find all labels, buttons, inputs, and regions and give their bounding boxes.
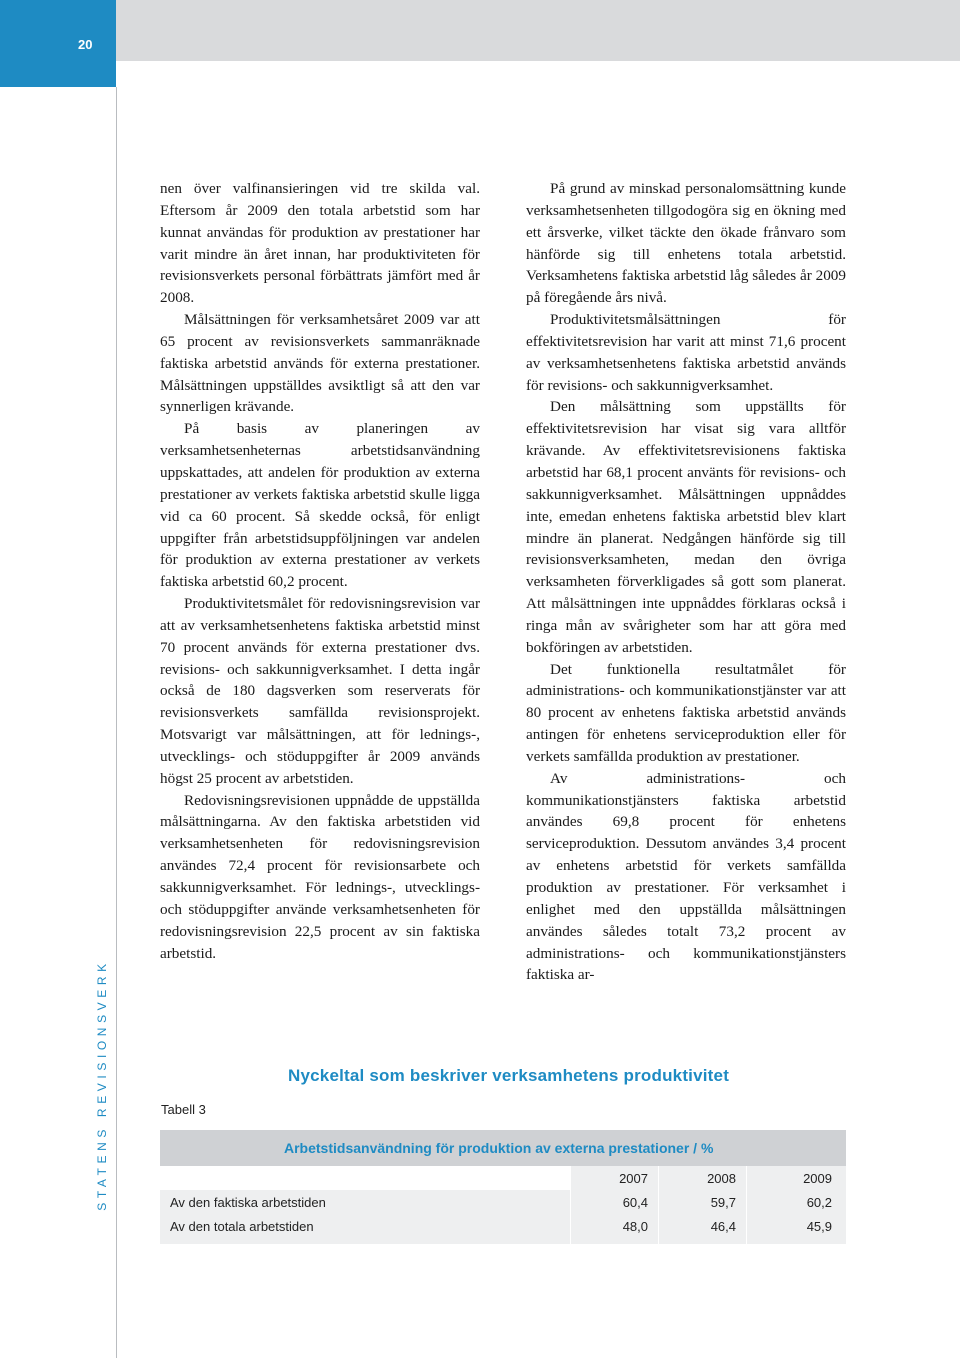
cell-value: 48,0 (622, 1219, 648, 1234)
table-body (160, 1166, 846, 1244)
header-spacer (160, 1166, 570, 1190)
left-column (160, 178, 480, 964)
data-table (160, 1130, 846, 1244)
page-number: 20 (78, 37, 93, 52)
column-divider (658, 1166, 659, 1244)
sidebar-divider (116, 87, 117, 1358)
year-header: 2009 (803, 1171, 832, 1186)
table-row (160, 1190, 846, 1214)
column-divider (570, 1166, 571, 1244)
paragraph: På grund av minskad personalomsättning kunde verksamhetsenheten tillgodogöra sig en ökning med ett årsverke, vilket täckte den ökade frånvaro som hänförde sig till enhetens totala arbetstid. Verksamhetens faktiska arbetstid låg således år 2009 på föregående års nivå. (526, 180, 846, 307)
running-title: STATENS REVISIONSVERK (95, 959, 109, 1211)
paragraph: Produktivitetsmålsättningen för effektivitetsrevision har varit att minst 71,6 procent av verksamhetsenhetens faktiska arbetstid används för revisions- och sakkunnigverksamhet. (526, 311, 846, 394)
year-header: 2008 (707, 1171, 736, 1186)
column-divider (746, 1166, 747, 1244)
row-label: Av den faktiska arbetstiden (170, 1195, 326, 1210)
paragraph: Produktivitetsmålet för redovisningsrevision var att av verksamhetsenhetens faktiska arbetstid minst 70 procent används för externa prestationer dvs. revisions- och sakkunnigverksamhet. I detta ingår också de 180 dagsverken som reserverats för revisionsverkets samfällda revisionsprojekt. Motsvarigt var målsättningen, att för lednings-, utvecklings- och stöduppgifter år 2009 används högst 25 procent av arbetstiden. (160, 595, 480, 787)
cell-value: 60,4 (622, 1195, 648, 1210)
right-column (526, 178, 846, 986)
cell-value: 59,7 (710, 1195, 736, 1210)
paragraph: Målsättningen för verksamhetsåret 2009 var att 65 procent av revisionsverkets sammanräknade faktiska arbetstid används för externa prestationer. Målsättningen uppställdes avsiktligt så att den var synnerligen krävande. (160, 311, 480, 416)
page-number-box (0, 0, 116, 87)
table-row (160, 1214, 846, 1238)
paragraph: Det funktionella resultatmålet för administrations- och kommunikationstjänster var att 80 procent av enhetens faktiska arbetstid används antingen för enhetens serviceproduktion eller för verkets samfällda produktion av prestationer. (526, 660, 846, 765)
cell-value: 60,2 (806, 1195, 832, 1210)
paragraph: Redovisningsrevisionen uppnådde de uppställda målsättningarna. Av den faktiska arbetstiden vid verksamhetsenheten för redovisningsrevision användes 72,4 procent för revisionsarbete och sakkunnigverksamhet. För lednings-, utvecklings- och stöduppgifter använde verksamhetsenheten för redovisningsrevision 22,5 procent av sin faktiska arbetstid. (160, 791, 480, 962)
paragraph: Den målsättning som uppställts för effektivitetsrevision har visat sig vara alltför krävande. Av effektivitetsrevisionens faktiska arbetstid har 68,1 procent använts för revisions- och sakkunnigverksamhet. Målsättningen uppnåddes inte, emedan enhetens faktiska arbetstid blev klart mindre än planerat. Nedgången hänförde sig till revisionsverksamheten, medan den övriga verksamheten förverkligades så gott som planerat. Att målsättningen inte uppnåddes förklaras också i ringa mån av svårigheter som har att göra med bokföringen av arbetstiden. (526, 398, 846, 656)
paragraph: På basis av planeringen av verksamhetsenheternas arbetstidsanvändning uppskattades, att andelen för produktion av externa prestationer av verkets faktiska arbetstid skulle ligga vid ca 60 procent. Så skedde också, för enligt uppgifter från arbetstidsuppföljningen var andelen för produktion av externa prestationer av verkets faktiska arbetstid 60,2 procent. (160, 420, 480, 591)
table-title: Nyckeltal som beskriver verksamhetens produktivitet (288, 1066, 730, 1085)
year-header: 2007 (619, 1171, 648, 1186)
cell-value: 46,4 (710, 1219, 736, 1234)
paragraph: nen över valfinansieringen vid tre skilda val. Eftersom år 2009 den totala arbetstid som har kunnat användas för produktion av prestationer har varit mindre än året innan, har produktiviteten för revisionsverkets personal förbättrats jämfört med år 2008. (160, 180, 480, 307)
table-subheader (160, 1130, 846, 1166)
header-bar (0, 0, 960, 61)
table-header-row (160, 1166, 846, 1190)
paragraph: Av administrations- och kommunikationstjänsters faktiska arbetstid användes 69,8 procent för enhetens serviceproduktion. Dessutom användes 3,4 procent av enhetens arbetstid för verkets samfällda produktion av prestationer. För verksamhet i enlighet med den uppställda målsättningen användes således totalt 73,2 procent av administrations- och kommunikationstjänsters faktiska ar- (526, 769, 846, 984)
cell-value: 45,9 (806, 1219, 832, 1234)
row-label: Av den totala arbetstiden (170, 1219, 314, 1234)
table-label: Tabell 3 (161, 1102, 206, 1117)
table-subtitle: Arbetstidsanvändning för produktion av externa prestationer / % (284, 1140, 714, 1156)
